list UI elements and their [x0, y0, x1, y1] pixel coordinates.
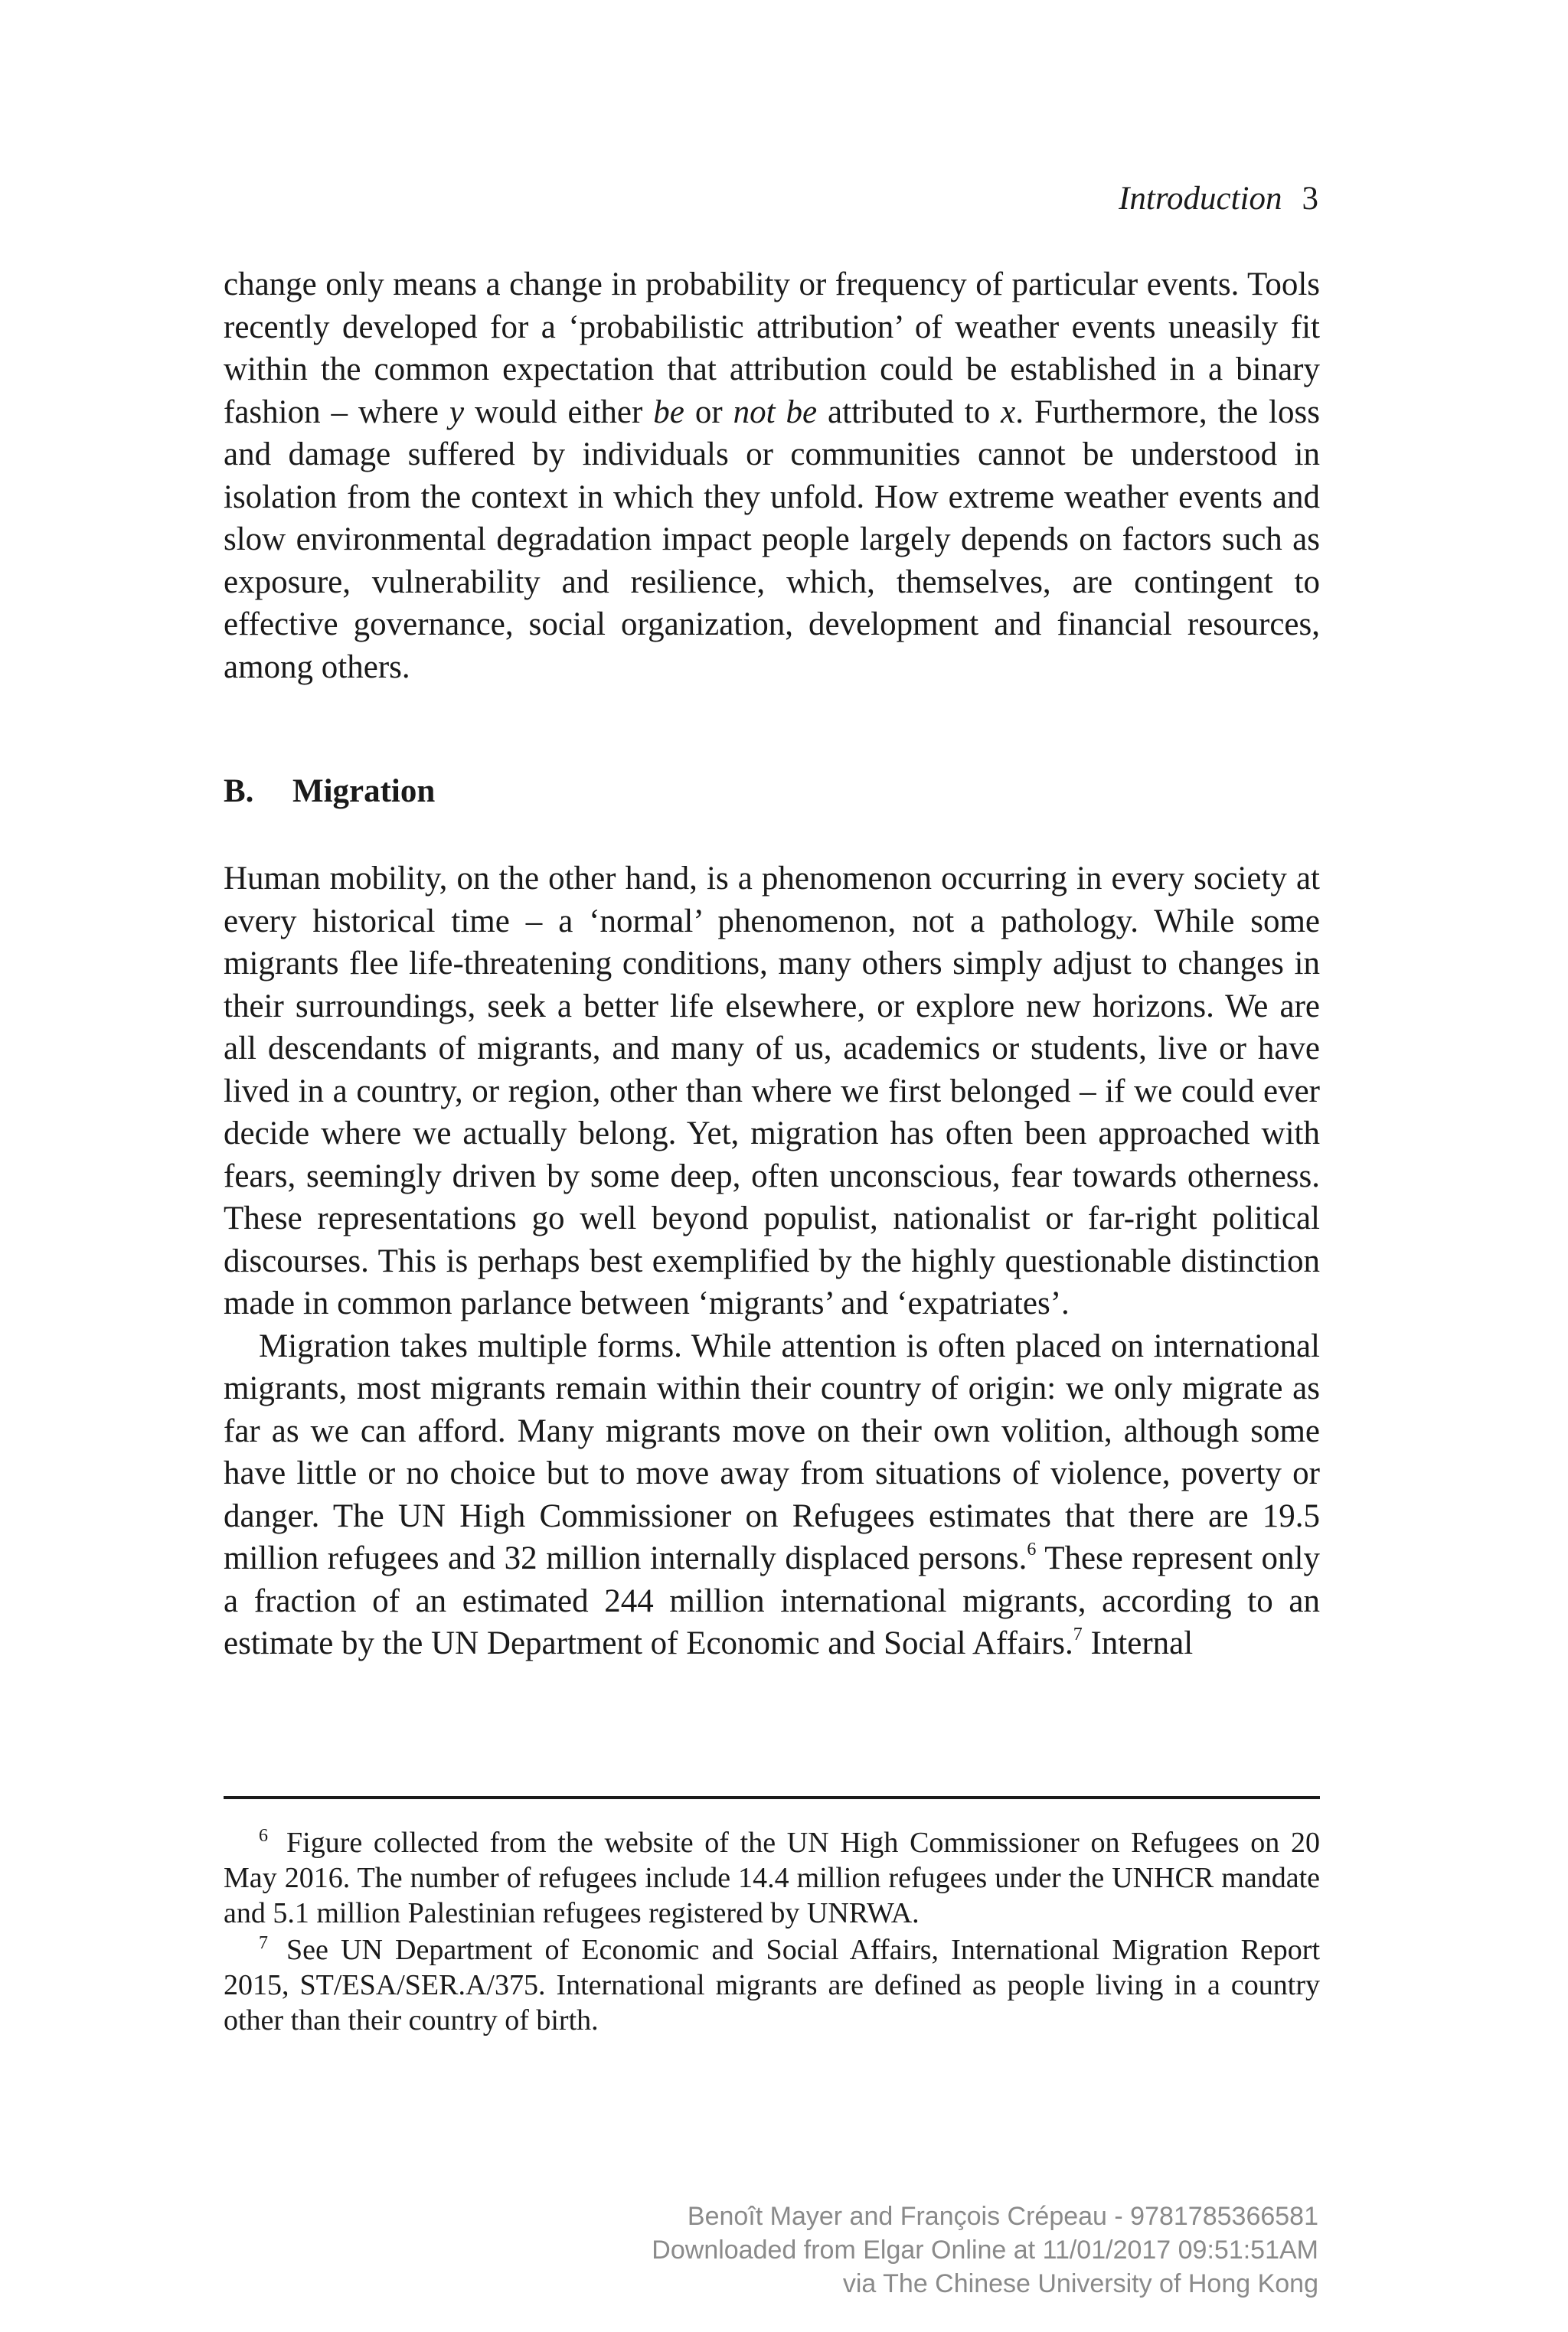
watermark-line: Downloaded from Elgar Online at 11/01/2017 09:51:51AM [652, 2236, 1318, 2265]
footnotes [224, 1825, 1320, 2038]
footnote-7 [224, 1932, 1320, 2038]
footnote-mark: 7 [259, 1933, 268, 1953]
section-heading [224, 770, 435, 813]
running-head [1119, 178, 1318, 220]
section-title: Migration [292, 773, 436, 809]
body-paragraph: Human mobility, on the other hand, is a phenomenon occurring in every society at every historical time – a ‘normal’ phenomenon, not a pathology. While some migrants flee life-threatening conditions, many others simply adjust to changes in their surroundings, seek a better life elsewhere, or explore new horizons. We are all descendants of migrants, and many of us, academics or students, live or have lived in a country, or region, other than where we first belonged – if we could ever decide where we actually belong. Yet, migration has often been approached with fears, seemingly driven by some deep, often unconscious, fear towards otherness. These representations go well beyond populist, nationalist or far-right political discourses. This is perhaps best exemplified by the highly questionable distinction made in common parlance between ‘migrants’ and ‘expatriates’. [224, 861, 1320, 1321]
body-paragraph: Migration takes multiple forms. While attention is often placed on international migrants, most migrants remain within their country of origin: we only migrate as far as we can afford. Many migrants move on their own volition, although some have little or no choice but to move away from situations of violence, poverty or danger. The UN High Commissioner on Refugees estimates that there are 19.5 million refugees and 32 million internally displaced persons.$^6$ These represent only a fraction of an estimated 244 million international migrants, according to an estimate by the UN Department of Economic and Social Affairs.$^7$ Internal [224, 1328, 1321, 1661]
footnote-6 [224, 1825, 1320, 1931]
footnote-mark: 6 [259, 1826, 268, 1846]
download-watermark [652, 2200, 1318, 2301]
watermark-line: via The Chinese University of Hong Kong [842, 2269, 1318, 2298]
chapter-title: Introduction [1119, 181, 1282, 217]
section-b-body [224, 857, 1320, 1665]
footnote-ref-6[interactable]: 6 [1027, 1540, 1037, 1560]
footnote-ref-7[interactable]: 7 [1073, 1625, 1083, 1644]
body-paragraph: change only means a change in probability or frequency of particular events. Tools recently developed for a ‘probabilistic attribution’ of weather events uneasily fit within the common expectation that attribution could be established in a binary fashion – where y would either be or not be attributed to x. Furthermore, the loss and damage suffered by individuals or communities cannot be understood in isolation from the context in which they unfold. How extreme weather events and slow environmental degradation impact people largely depends on factors such as exposure, vulnerability and resilience, which, themselves, are contingent to effective governance, social organization, development and financial resources, among others. [224, 266, 1320, 685]
section-label: B. [224, 773, 254, 809]
page-number: 3 [1302, 181, 1318, 217]
footnote-text: See UN Department of Economic and Social Affairs, International Migration Report 2015, ST/ESA/SER.A/375. International migrants are defined as people living in a country other than their country of birth. [224, 1934, 1320, 2036]
footnote-divider [224, 1796, 1320, 1799]
watermark-line: Benoît Mayer and François Crépeau - 9781785366581 [687, 2202, 1318, 2231]
section-a-continuation [224, 263, 1320, 688]
footnote-text: Figure collected from the website of the UN High Commissioner on Refugees on 20 May 2016. The number of refugees include 14.4 million refugees under the UNHCR mandate and 5.1 million Palestinian refugees registered by UNRWA. [224, 1827, 1320, 1929]
